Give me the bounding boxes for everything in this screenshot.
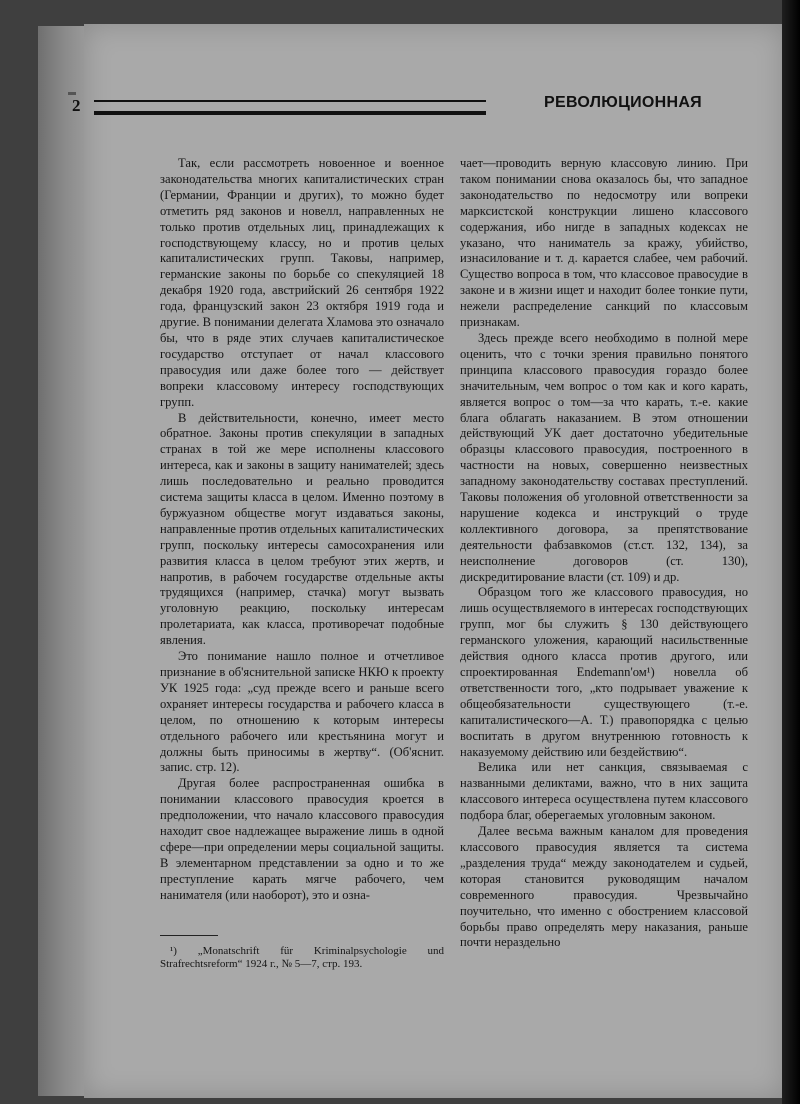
paragraph: Другая более распространенная ошибка в понимании классового правосудия кроется в предположении, что начало классового правосудия находит свое надлежащее выражение лишь в одной сфере—при определении меры социальной защиты. В элементарном представлении за одно и то же преступление карать мягче рабочего, чем нанимателя (или наоборот), это и озна-	[160, 776, 444, 902]
paragraph: Образцом того же классового правосудия, но лишь осуществляемого в интересах господствующих групп, мог бы служить § 130 действующего германского уложения, карающий насильственные действия одного класса против другого, или спроектированная Endemann'ом¹) новелла об ответственности того, „кто подрывает уважение к общеобязательности существующего (т.-е. капиталистического—А. Т.) правопорядка с целью воспитать в другом внутреннюю готовность к наказуемому действию или бездействию“.	[460, 585, 748, 759]
page-number: 2	[72, 96, 81, 115]
footnote-text: ¹) „Monatschrift für Kriminalpsychologie und Strafrechtsreform“ 1924 г., № 5—7, стр. 193.	[160, 945, 444, 970]
page-header	[72, 94, 702, 120]
paragraph: Это понимание нашло полное и отчетливое признание в об'яснительной записке НКЮ к проекту УК 1925 года: „суд прежде всего и раньше всего охраняет интересы государства и рабочего класса в целом, по отношению к которым интересы отдельного рабочего или крестьянина могут и должны быть приносимы в жертву“. (Об'яснит. запис. стр. 12).	[160, 649, 444, 775]
paragraph: Так, если рассмотреть новоенное и военное законодательства многих капиталистических стран (Германии, Франции и других), то можно будет отметить ряд законов и новелл, направленных не только против отдельных лиц, принадлежащих к господствующему классу, но и против целых капиталистических групп. Таковы, например, германские законы по борьбе со спекуляцией 18 декабря 1920 года, австрийский 26 сентября 1922 года, французский закон 23 октября 1919 года и другие. В понимании делегата Хламова это означало бы, что в ряде этих случаев капиталистическое государство отступает от начал классового правосудия или даже более того — действует вопреки классовому интересу господствующих групп.	[160, 156, 444, 409]
header-rule	[94, 100, 486, 115]
paragraph: Здесь прежде всего необходимо в полной мере оценить, что с точки зрения правильно понятого принципа классового правосудия гораздо более значительным, чем вопрос о том как и кого карать, является вопрос о том—за что карать, т.-е. какие блага облагать наказанием. В этом отношении действующий УК дает достаточно убедительные образцы классового правосудия, построенного в частности на новых, совершенно неизвестных западному законодательству составах преступлений. Таковы положения об уголовной ответственности за нарушение кодекса и инструкций о труде коллективного договора, за препятствование деятельности фабзавкомов (ст.ст. 132, 134), за неисполнение договоров (ст. 130), дискредитирование власти (ст. 109) и др.	[460, 330, 748, 584]
running-title: РЕВОЛЮЦИОННАЯ	[544, 94, 702, 111]
right-column	[460, 156, 748, 951]
footnote-rule	[160, 935, 218, 936]
left-column	[160, 156, 444, 904]
paragraph: чает—проводить верную классовую линию. При таком понимании снова оказалось бы, что западное законодательство по недосмотру или вопреки марксистской конструкции лишено классового содержания, ибо нигде в западных кодексах не указано, что наниматель за кражу, убийство, изнасилование и т. д. карается слабее, чем рабочий. Существо вопроса в том, что классовое правосудие в законе и в жизни ищет и находит более тонкие пути, нежели распределение санкций по классовым признакам.	[460, 156, 748, 330]
paragraph: Далее весьма важным каналом для проведения классового правосудия является та система „разделения труда“ между законодателем и судьей, которая становится руководящим началом современного правосудия. Чрезвычайно поучительно, что именно с обострением классовой борьбы право определять меру наказания, раньше почти нераздельно	[460, 824, 748, 950]
footnote	[160, 945, 444, 971]
paragraph: В действительности, конечно, имеет место обратное. Законы против спекуляции в западных странах в той же мере исполнены классового интереса, как и законы в защиту нанимателей; здесь лишь последовательно и реально проводится система защиты класса в целом. Именно поэтому в буржуазном обществе могут издаваться законы, направленные против отдельных капиталистических групп, поскольку интересы самосохранения или развития класса в целом требуют этих жертв, и напротив, в рабочем государстве отдельные акты трудящихся (например, стачка) могут вызвать уголовную реакцию, поскольку интересам пролетариата, как класса, противоречат подобные явления.	[160, 410, 444, 648]
scan-edge	[782, 0, 800, 1104]
paragraph: Велика или нет санкция, связываемая с названными деликтами, важно, что в них защита классового интереса осуществлена путем классового подбора благ, оберегаемых уголовным законом.	[460, 760, 748, 823]
book-spine	[38, 26, 86, 1096]
margin-mark	[68, 92, 76, 95]
